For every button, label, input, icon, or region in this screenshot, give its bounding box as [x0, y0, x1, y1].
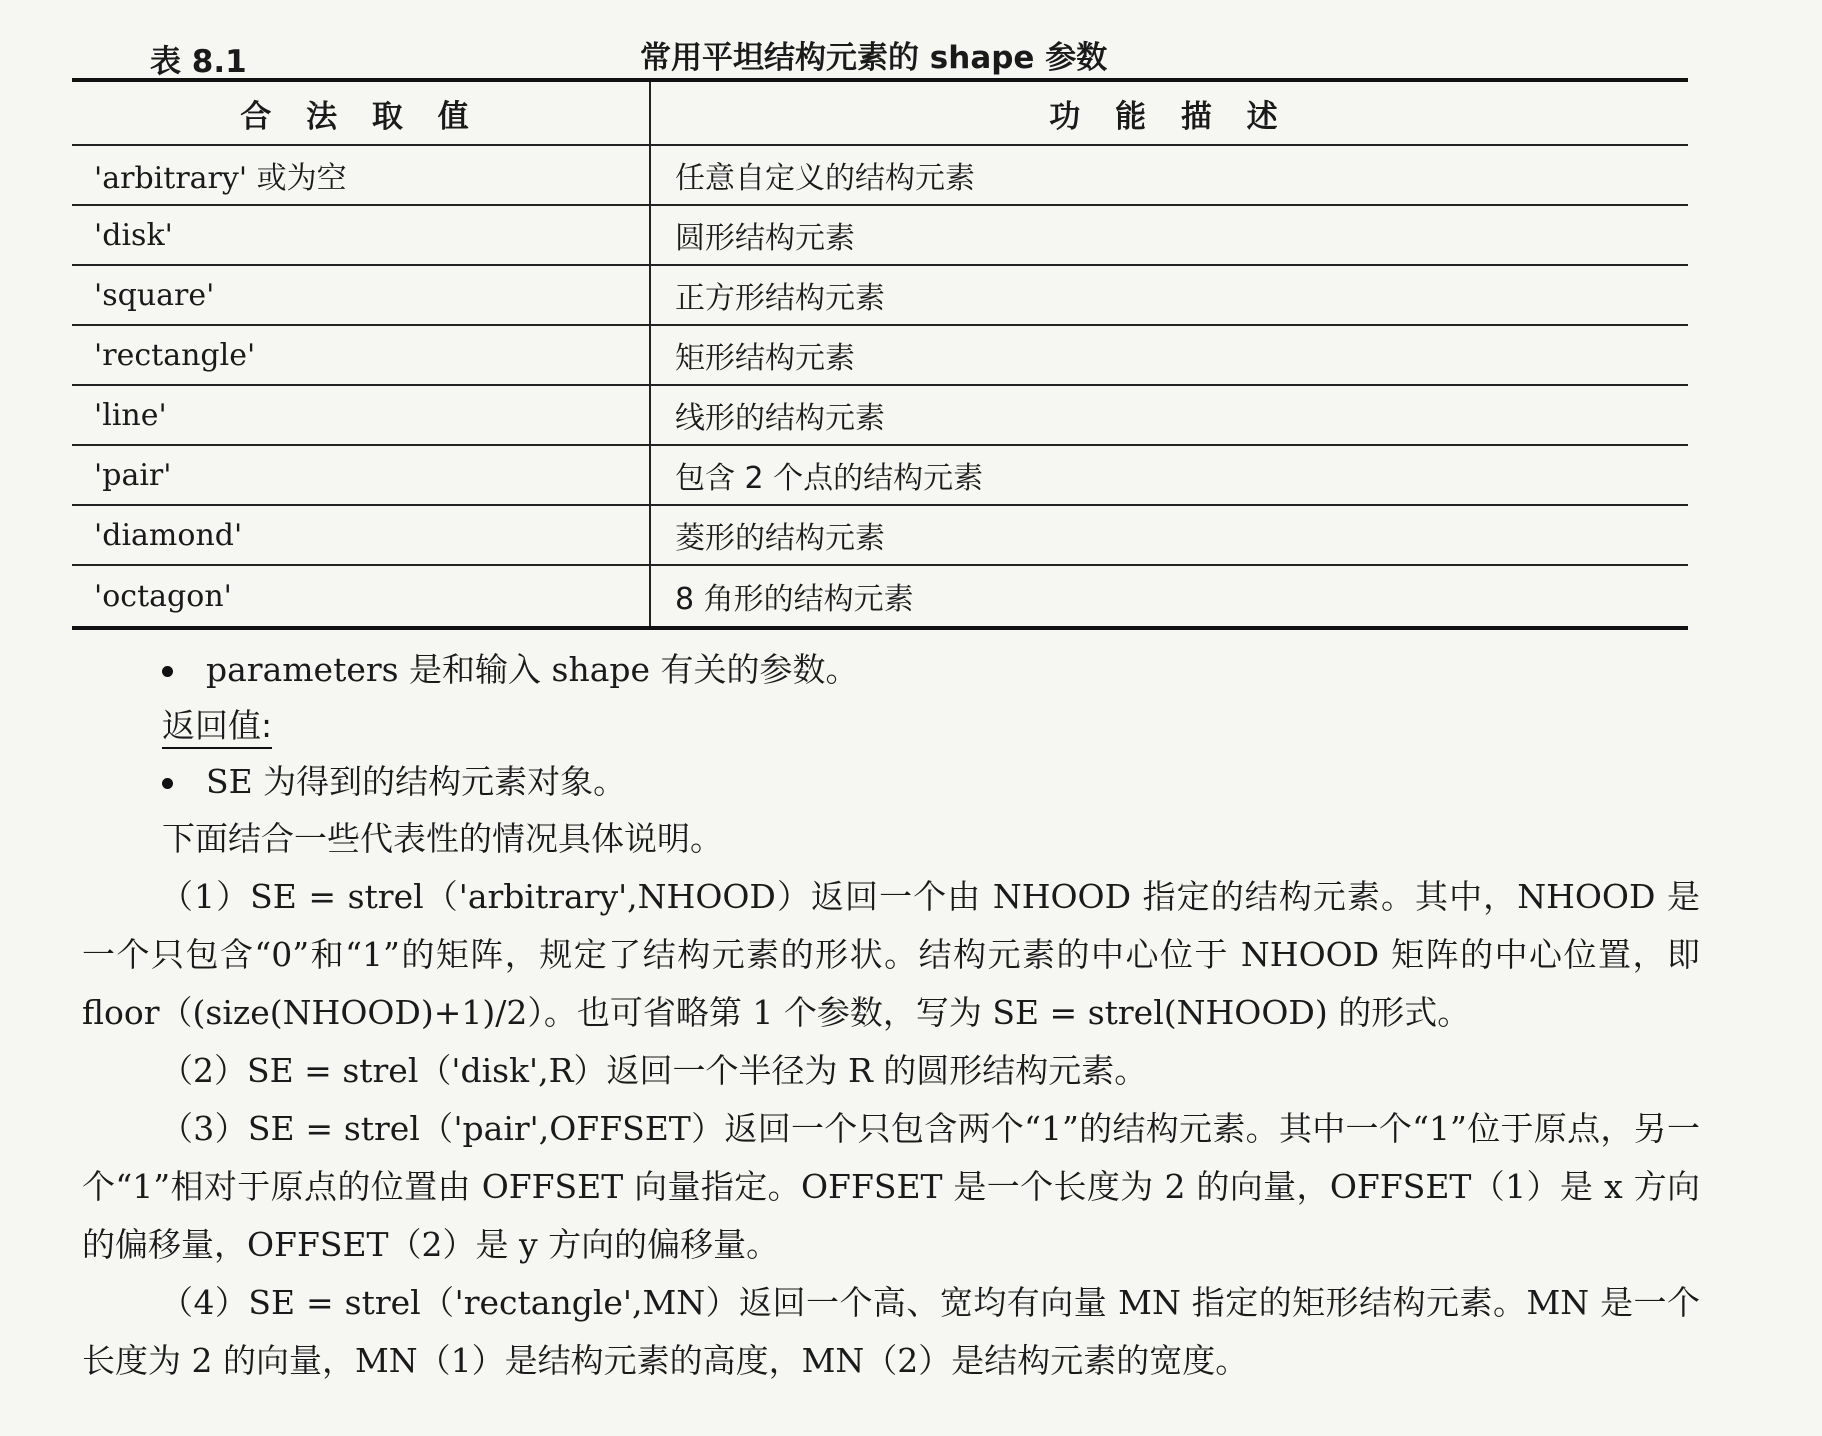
header-description: 功 能 描 述 — [650, 80, 1688, 145]
header-valid-values: 合 法 取 值 — [72, 80, 650, 145]
table-row — [72, 205, 1688, 265]
table-row — [72, 445, 1688, 505]
table-header-row — [72, 80, 1688, 145]
table-row — [72, 385, 1688, 445]
shape-value-cell: 'arbitrary' 或为空 — [72, 145, 650, 205]
paragraph-3: （3）SE = strel（'pair',OFFSET）返回一个只包含两个“1”的结构元素。其中一个“1”位于原点，另一个“1”相对于原点的位置由 OFFSET 向量指定。OFFSET 是一个长度为 2 的向量，OFFSET（1）是 x 方向的偏移量，OFFSET（2）是 y 方向的偏移量。 — [82, 1109, 1700, 1264]
table-caption — [150, 28, 1690, 78]
table-row — [72, 145, 1688, 205]
bullet-dot-icon — [162, 778, 173, 789]
description-cell: 8 角形的结构元素 — [650, 565, 1688, 628]
description-cell: 菱形的结构元素 — [650, 505, 1688, 565]
bullet-item-return — [82, 754, 1700, 810]
bullet-text: parameters 是和输入 shape 有关的参数。 — [206, 650, 859, 689]
bullet-dot-icon — [162, 666, 173, 677]
shape-value-cell: 'disk' — [72, 205, 650, 265]
table-row — [72, 325, 1688, 385]
table-row — [72, 505, 1688, 565]
description-cell: 线形的结构元素 — [650, 385, 1688, 445]
intro-paragraph: 下面结合一些代表性的情况具体说明。 — [162, 819, 723, 858]
table-number: 表 8.1 — [150, 44, 247, 80]
shape-value-cell: 'square' — [72, 265, 650, 325]
shape-value-cell: 'rectangle' — [72, 325, 650, 385]
description-cell: 圆形结构元素 — [650, 205, 1688, 265]
description-cell: 包含 2 个点的结构元素 — [650, 445, 1688, 505]
body-text — [82, 642, 1700, 1390]
description-cell: 任意自定义的结构元素 — [650, 145, 1688, 205]
shape-value-cell: 'diamond' — [72, 505, 650, 565]
shape-value-cell: 'octagon' — [72, 565, 650, 628]
bullet-text: SE 为得到的结构元素对象。 — [206, 762, 627, 801]
bullet-item-parameters — [82, 642, 1700, 698]
description-cell: 矩形结构元素 — [650, 325, 1688, 385]
description-cell: 正方形结构元素 — [650, 265, 1688, 325]
table-title: 常用平坦结构元素的 shape 参数 — [640, 40, 1108, 76]
paragraph-1: （1）SE = strel（'arbitrary',NHOOD）返回一个由 NHOOD 指定的结构元素。其中，NHOOD 是一个只包含“0”和“1”的矩阵，规定了结构元素的形状。结构元素的中心位于 NHOOD 矩阵的中心位置，即 floor（(size(NHOOD)+1)/2）。也可省略第 1 个参数，写为 SE = strel(NHOOD) 的形式。 — [82, 877, 1700, 1032]
table-row — [72, 265, 1688, 325]
shape-value-cell: 'line' — [72, 385, 650, 445]
shape-value-cell: 'pair' — [72, 445, 650, 505]
return-value-heading — [82, 698, 1700, 754]
return-value-heading-text: 返回值: — [162, 706, 272, 749]
paragraph-2: （2）SE = strel（'disk',R）返回一个半径为 R 的圆形结构元素。 — [160, 1051, 1148, 1090]
table-row — [72, 565, 1688, 628]
paragraph-4: （4）SE = strel（'rectangle',MN）返回一个高、宽均有向量 MN 指定的矩形结构元素。MN 是一个长度为 2 的向量，MN（1）是结构元素的高度，MN（2）是结构元素的宽度。 — [82, 1283, 1700, 1380]
shape-parameter-table — [72, 78, 1688, 630]
